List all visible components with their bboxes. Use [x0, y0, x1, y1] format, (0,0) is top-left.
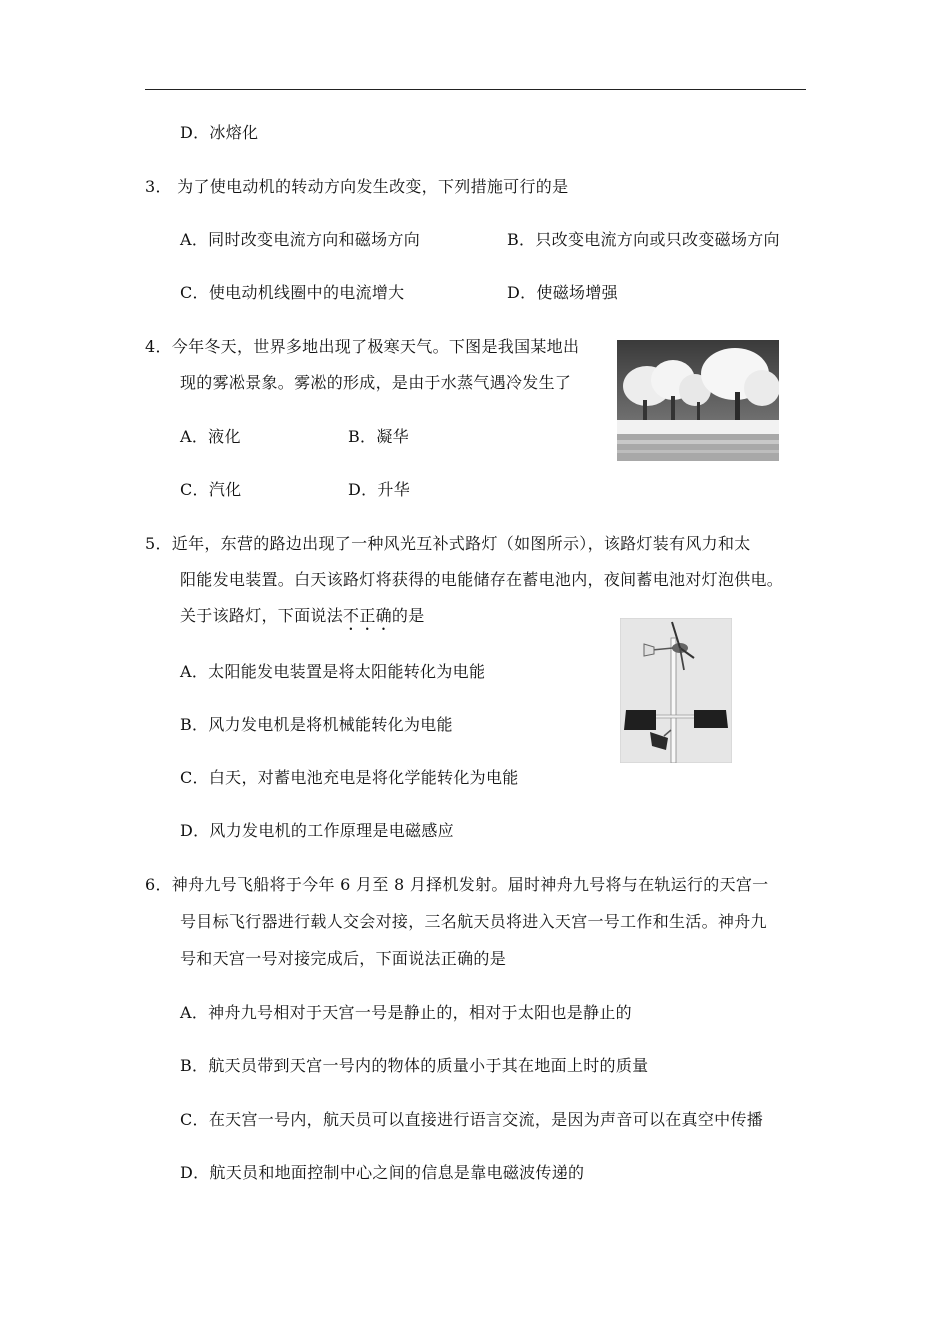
- q5-option-c: C．白天，对蓄电池充电是将化学能转化为电能: [180, 768, 519, 787]
- q4-option-b: B．凝华: [348, 427, 409, 446]
- q5-stem-line3-pre: 关于该路灯，下面说法: [180, 606, 344, 625]
- q3-stem: 3． 为了使电动机的转动方向发生改变，下列措施可行的是: [145, 177, 569, 196]
- q3-option-c: C．使电动机线圈中的电流增大: [180, 283, 405, 302]
- wind-solar-street-lamp-image: [620, 618, 732, 763]
- q4-stem-line2: 现的雾凇景象。雾凇的形成，是由于水蒸气遇冷发生了: [180, 373, 572, 392]
- q5-option-a: A．太阳能发电装置是将太阳能转化为电能: [180, 662, 486, 681]
- q3-option-b: B．只改变电流方向或只改变磁场方向: [507, 230, 780, 249]
- q4-option-c: C．汽化: [180, 480, 242, 499]
- header-rule: [145, 89, 806, 90]
- q6-option-b: B．航天员带到天宫一号内的物体的质量小于其在地面上时的质量: [180, 1056, 649, 1075]
- q5-stem-line3: [180, 606, 425, 634]
- q6-option-d: D．航天员和地面控制中心之间的信息是靠电磁波传递的: [180, 1163, 585, 1182]
- q6-option-c: C．在天宫一号内，航天员可以直接进行语言交流，是因为声音可以在真空中传播: [180, 1110, 764, 1129]
- q6-stem-line2: 号目标飞行器进行载人交会对接，三名航天员将进入天宫一号工作和生活。神舟九: [180, 912, 767, 931]
- q5-option-b: B．风力发电机是将机械能转化为电能: [180, 715, 453, 734]
- q5-stem-line1: 5．近年，东营的路边出现了一种风光互补式路灯（如图所示），该路灯装有风力和太: [145, 534, 751, 553]
- q5-stem-line3-post: 的是: [391, 606, 425, 625]
- q4-stem-line1: 4．今年冬天，世界多地出现了极寒天气。下图是我国某地出: [145, 337, 580, 356]
- q6-stem-line1: 6．神舟九号飞船将于今年 6 月至 8 月择机发射。届时神舟九号将与在轨运行的天宫一: [145, 875, 769, 894]
- q3-option-a: A．同时改变电流方向和磁场方向: [180, 230, 421, 249]
- rime-frost-trees-image: [617, 340, 779, 461]
- q3-option-d: D．使磁场增强: [507, 283, 618, 302]
- q6-stem-line3: 号和天宫一号对接完成后，下面说法正确的是: [180, 949, 507, 968]
- q6-option-a: A．神舟九号相对于天宫一号是静止的，相对于太阳也是静止的: [180, 1003, 632, 1022]
- q5-stem-line2: 阳能发电装置。白天该路灯将获得的电能储存在蓄电池内，夜间蓄电池对灯泡供电。: [180, 570, 784, 589]
- q5-emphasis-not-correct: 不正确: [343, 606, 392, 625]
- q2-option-d: D．冰熔化: [180, 123, 259, 142]
- q4-option-a: A．液化: [180, 427, 241, 446]
- q4-option-d: D．升华: [348, 480, 411, 499]
- q5-option-d: D．风力发电机的工作原理是电磁感应: [180, 821, 454, 840]
